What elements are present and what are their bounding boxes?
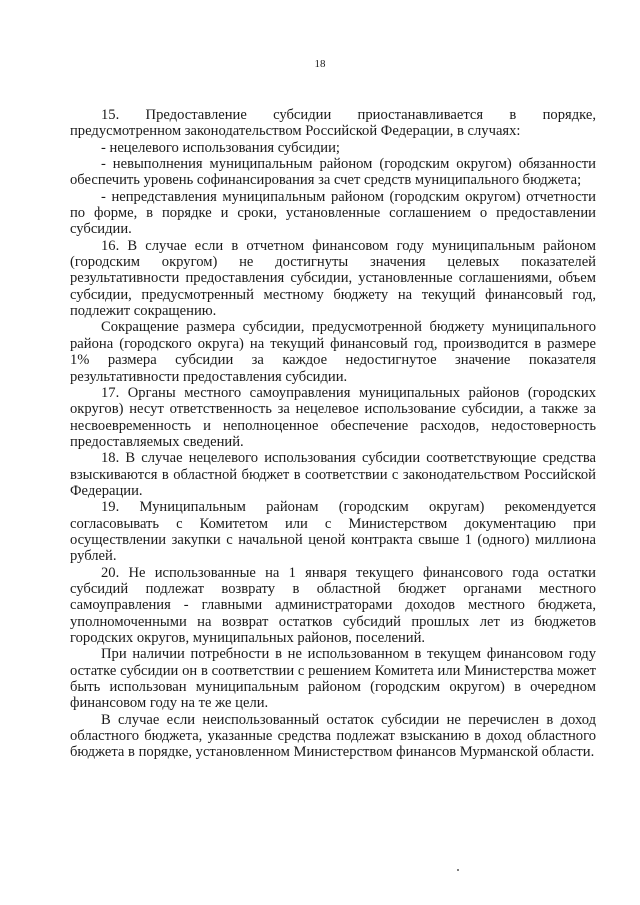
paragraph-19: 19. Муниципальным районам (городским округам) рекомендуется согласовывать с Комитетом или с Министерством документацию при осуществлении закупки с начальной ценой контракта свыше 1 (одного) миллиона рублей. <box>70 499 596 565</box>
list-item-reporting: - непредставления муниципальным районом (городским округом) отчетности по форме, в порядке и сроки, установленные соглашением о предоставлении субсидии. <box>70 188 596 238</box>
paragraph-16-reduction: Сокращение размера субсидии, предусмотренной бюджету муниципального района (городского округа) на текущий финансовый год, производится в размере 1% размера субсидии за каждое недостигнутое значение показателя результативности предоставления субсидии. <box>70 319 596 385</box>
page-number: 18 <box>314 58 326 70</box>
list-item-misuse: - нецелевого использования субсидии; <box>101 139 340 156</box>
paragraph-18: 18. В случае нецелевого использования субсидии соответствующие средства взыскиваются в областной бюджет в соответствии с законодательством Российской Федерации. <box>70 450 596 499</box>
document-body <box>70 107 596 761</box>
paragraph-16: 16. В случае если в отчетном финансовом году муниципальным районом (городским округом) не достигнуты значения целевых показателей результативности предоставления субсидии, установленные соглашениями, объем субсидии, предусмотренный местному бюджету на текущий финансовый год, подлежит сокращению. <box>70 237 596 320</box>
paragraph-20: 20. Не использованные на 1 января текущего финансового года остатки субсидий подлежат возврату в областной бюджет органами местного самоуправления - главными администраторами доходов местного бюджета, уполномоченными на возврат остатков субсидий прошлых лет из бюджетов городских округов, муниципальных районов, поселений. <box>70 564 596 646</box>
paragraph-20-recovery: В случае если неиспользованный остаток субсидии не перечислен в доход областного бюджета, указанные средства подлежат взысканию в доход областного бюджета в порядке, установленном Министерством финансов Мурманской области. <box>70 711 596 761</box>
list-item-cofinancing: - невыполнения муниципальным районом (городским округом) обязанности обеспечить уровень софинансирования за счет средств муниципального бюджета; <box>70 156 596 189</box>
paragraph-20-remainder-use: При наличии потребности в не использованном в текущем финансовом году остатке субсидии он в соответствии с решением Комитета или Министерства может быть использован муниципальным районом (городским округом) в очередном финансовом году на те же цели. <box>70 646 596 712</box>
scan-artifact-dot <box>457 869 459 871</box>
paragraph-17: 17. Органы местного самоуправления муниципальных районов (городских округов) несут ответственность за нецелевое использование субсидии, а также за несвоевременность и неполноценное обеспечение расходов, недостоверность предоставляемых сведений. <box>70 384 596 450</box>
paragraph-15: 15. Предоставление субсидии приостанавливается в порядке, предусмотренном законодательством Российской Федерации, в случаях: <box>70 107 596 140</box>
